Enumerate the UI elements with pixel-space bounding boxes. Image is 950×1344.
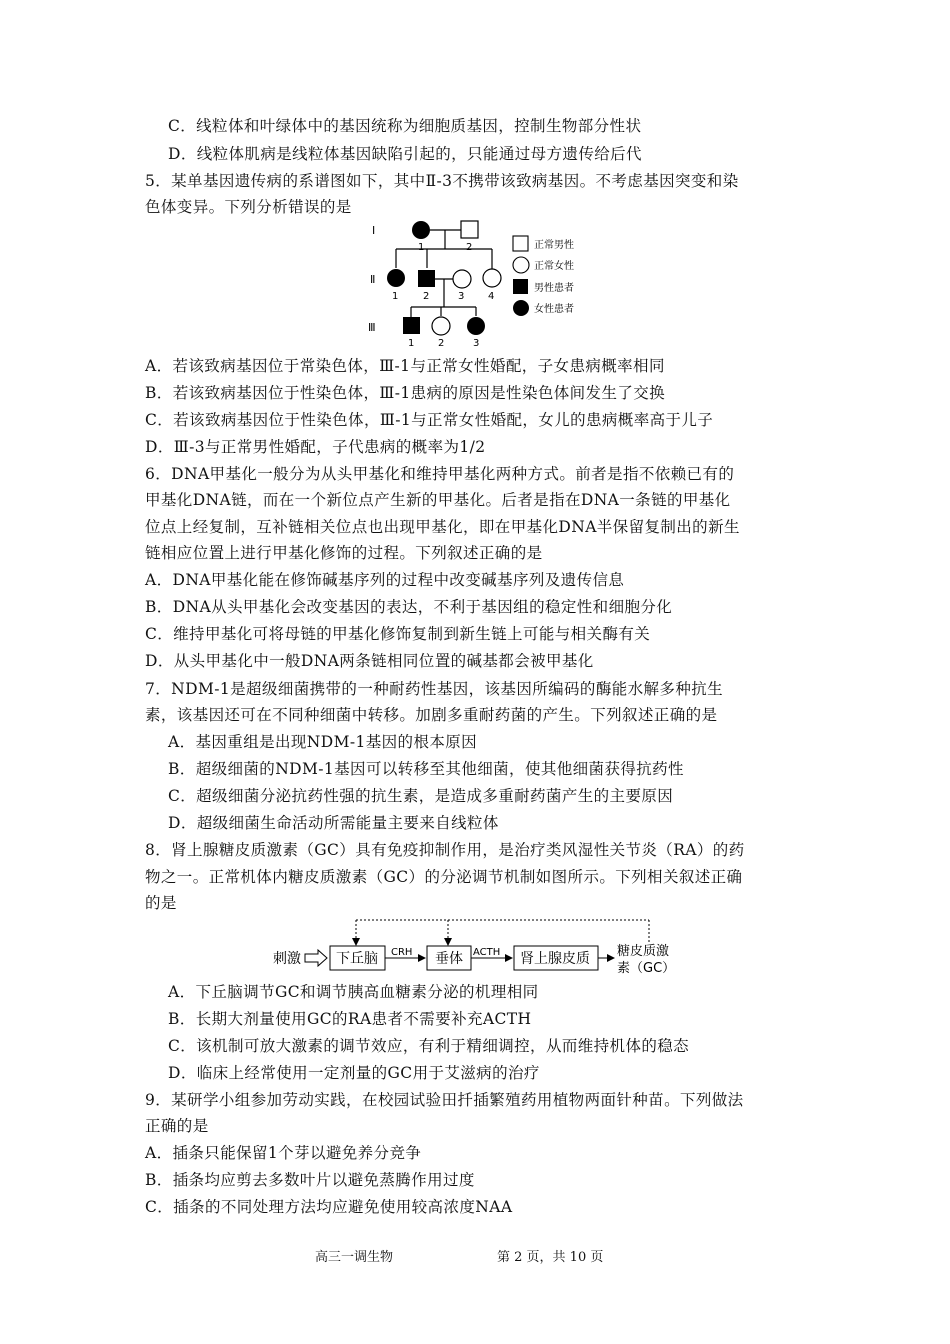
q5-option-d: D．Ⅲ-3与正常男性婚配，子代患病的概率为1/2 [145, 438, 486, 456]
flow-stimulus: 刺激 [273, 951, 301, 967]
legend-affected-female-icon [513, 300, 529, 316]
num-I-1: 1 [418, 242, 425, 253]
num-II-1: 1 [392, 291, 399, 302]
q4-option-c: C．线粒体和叶绿体中的基因统称为细胞质基因，控制生物部分性状 [168, 117, 642, 135]
pedigree-II-2 [418, 270, 435, 287]
q6-option-c: C．维持甲基化可将母链的甲基化修饰复制到新生链上可能与相关酶有关 [145, 625, 651, 643]
gen-label-III: Ⅲ [368, 321, 376, 334]
q5-option-c: C．若该致病基因位于性染色体，Ⅲ-1与正常女性婚配，女儿的患病概率高于儿子 [145, 411, 714, 429]
num-III-2: 2 [438, 338, 445, 349]
legend-normal-female-icon [513, 257, 529, 273]
gen-label-I: Ⅰ [372, 224, 376, 237]
flow-hypothalamus: 下丘脑 [336, 951, 378, 967]
flow-acth: ACTH [473, 947, 501, 958]
gen-label-II: Ⅱ [370, 273, 376, 286]
num-II-3: 3 [458, 291, 465, 302]
q6-stem-line1: 6．DNA甲基化一般分为从头甲基化和维持甲基化两种方式。前者是指不依赖已有的 [145, 465, 735, 483]
legend-normal-male-label: 正常男性 [534, 240, 574, 251]
flow-adrenal: 肾上腺皮质 [520, 951, 590, 967]
q8-stem-line2: 物之一。正常机体内糖皮质激素（GC）的分泌调节机制如图所示。下列相关叙述正确 [145, 868, 743, 886]
legend-affected-male-icon [513, 279, 528, 294]
q9-stem-line2: 正确的是 [145, 1117, 209, 1135]
q8-stem-line1: 8．肾上腺糖皮质激素（GC）具有免疫抑制作用，是治疗类风湿性关节炎（RA）的药 [145, 841, 745, 859]
q9-option-a: A．插条只能保留1个芽以避免养分竞争 [145, 1144, 422, 1162]
flow-gc-line2: 素（GC） [617, 961, 676, 976]
flow-gc-line1: 糖皮质激 [617, 944, 670, 959]
pedigree-III-1 [403, 317, 420, 334]
q7-option-b: B．超级细菌的NDM-1基因可以转移至其他细菌，使其他细菌获得抗药性 [168, 760, 684, 778]
q5-stem-line2: 色体变异。下列分析错误的是 [145, 198, 352, 216]
q7-stem-line1: 7．NDM-1是超级细菌携带的一种耐药性基因，该基因所编码的酶能水解多种抗生 [145, 680, 724, 698]
q5-stem-line1: 5．某单基因遗传病的系谱图如下，其中Ⅱ-3不携带该致病基因。不考虑基因突变和染 [145, 172, 739, 190]
pedigree-III-3 [467, 317, 485, 335]
q8-option-b: B．长期大剂量使用GC的RA患者不需要补充ACTH [168, 1010, 532, 1028]
q8-option-a: A．下丘脑调节GC和调节胰高血糖素分泌的机理相同 [168, 983, 539, 1001]
pedigree-II-3 [453, 270, 471, 288]
q7-stem-line2: 素，该基因还可在不同种细菌中转移。加剧多重耐药菌的产生。下列叙述正确的是 [145, 706, 718, 724]
pedigree-II-1 [387, 269, 405, 287]
flow-pituitary: 垂体 [435, 951, 463, 967]
pedigree-I-2 [461, 221, 478, 238]
q8-option-c: C．该机制可放大激素的调节效应，有利于精细调控，从而维持机体的稳态 [168, 1037, 690, 1055]
q4-option-d: D．线粒体肌病是线粒体基因缺陷引起的，只能通过母方遗传给后代 [168, 145, 642, 163]
q8-stem-line3: 的是 [145, 894, 177, 912]
q6-option-a: A．DNA甲基化能在修饰碱基序列的过程中改变碱基序列及遗传信息 [145, 571, 625, 589]
pedigree-I-1 [412, 221, 430, 239]
legend-normal-female-label: 正常女性 [534, 261, 574, 272]
q5-option-b: B．若该致病基因位于性染色体，Ⅲ-1患病的原因是性染色体间发生了交换 [145, 384, 666, 402]
footer-page-number: 第 2 页，共 10 页 [497, 1250, 604, 1265]
q6-stem-line2: 甲基化DNA链，而在一个新位点产生新的甲基化。后者是指在DNA一条链的甲基化 [145, 491, 731, 509]
footer-subject: 高三一调生物 [315, 1250, 394, 1265]
gc-regulation-diagram [270, 915, 690, 979]
flow-crh: CRH [391, 947, 413, 958]
num-II-4: 4 [488, 291, 495, 302]
q9-stem-line1: 9．某研学小组参加劳动实践，在校园试验田扦插繁殖药用植物两面针种苗。下列做法 [145, 1091, 744, 1109]
num-II-2: 2 [423, 291, 430, 302]
q9-option-c: C．插条的不同处理方法均应避免使用较高浓度NAA [145, 1198, 513, 1216]
legend-normal-male-icon [513, 236, 528, 251]
q5-option-a: A．若该致病基因位于常染色体，Ⅲ-1与正常女性婚配，子女患病概率相同 [145, 357, 665, 375]
legend-affected-female-label: 女性患者 [534, 304, 574, 315]
q7-option-a: A．基因重组是出现NDM-1基因的根本原因 [168, 733, 478, 751]
hollow-arrow-icon [305, 950, 327, 966]
pedigree-III-2 [432, 317, 450, 335]
pedigree-chart [360, 215, 600, 350]
pedigree-II-4 [483, 269, 501, 287]
num-III-3: 3 [473, 338, 480, 349]
q7-option-c: C．超级细菌分泌抗药性强的抗生素，是造成多重耐药菌产生的主要原因 [168, 787, 674, 805]
q9-option-b: B．插条均应剪去多数叶片以避免蒸腾作用过度 [145, 1171, 475, 1189]
q8-option-d: D．临床上经常使用一定剂量的GC用于艾滋病的治疗 [168, 1064, 540, 1082]
q7-option-d: D．超级细菌生命活动所需能量主要来自线粒体 [168, 814, 499, 832]
q6-stem-line3: 位点上经复制，互补链相关位点也出现甲基化，即在甲基化DNA半保留复制出的新生 [145, 518, 740, 536]
q6-option-d: D．从头甲基化中一般DNA两条链相同位置的碱基都会被甲基化 [145, 652, 594, 670]
legend-affected-male-label: 男性患者 [534, 283, 574, 294]
num-I-2: 2 [466, 242, 473, 253]
num-III-1: 1 [408, 338, 415, 349]
q6-stem-line4: 链相应位置上进行甲基化修饰的过程。下列叙述正确的是 [145, 544, 543, 562]
q6-option-b: B．DNA从头甲基化会改变基因的表达，不利于基因组的稳定性和细胞分化 [145, 598, 673, 616]
